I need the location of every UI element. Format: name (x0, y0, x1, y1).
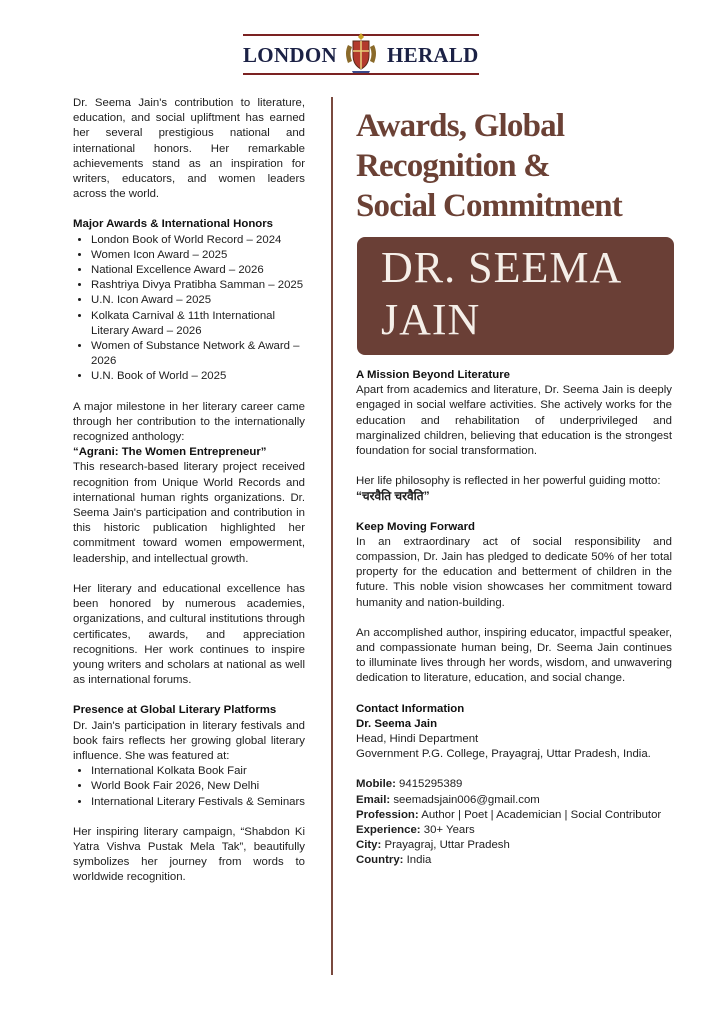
milestone-intro: A major milestone in her literary career came through her contribution to the internationally recognized anthology: (73, 400, 305, 444)
detail-row (356, 808, 672, 823)
anthology-title: “Agrani: The Women Entrepreneur” (73, 446, 267, 459)
contact-college: Government P.G. College, Prayagraj, Uttar Pradesh, India. (356, 748, 651, 761)
philosophy-paragraph: Her life philosophy is reflected in her powerful guiding motto: (356, 475, 661, 488)
contact-role: Head, Hindi Department (356, 733, 479, 746)
award-item: • Women of Substance Network & Award – 2026 (91, 339, 305, 369)
contact-heading: Contact Information (356, 702, 465, 715)
award-item: • Rashtriya Divya Pratibha Samman – 2025 (91, 278, 305, 293)
detail-row (356, 853, 672, 868)
mission-paragraph: Apart from academics and literature, Dr. Seema Jain is deeply engaged in social welfare activities. She actively works for the education and rehabilitation of underprivileged and marginalized children, believing that education is the strongest foundation for social transformation. (356, 384, 672, 458)
detail-row (356, 793, 672, 808)
detail-label: Mobile: (356, 778, 396, 791)
email-value: seemadsjain006@gmail.com (393, 793, 540, 806)
masthead-right-word: HERALD (387, 43, 479, 67)
platforms-list (73, 764, 305, 810)
masthead (243, 30, 479, 78)
right-column (356, 368, 672, 869)
detail-label: Profession: (356, 808, 419, 821)
detail-row (356, 777, 672, 792)
detail-label: Country: (356, 854, 404, 867)
platforms-intro: Dr. Jain's participation in literary festivals and book fairs reflects her growing global literary influence. She was featured at: (73, 719, 305, 762)
detail-row (356, 838, 672, 853)
contact-name: Dr. Seema Jain (356, 717, 438, 730)
royal-crest-icon (342, 31, 380, 77)
award-item: • London Book of World Record – 2024 (91, 233, 305, 248)
title-line: Social Commitment (356, 188, 622, 224)
campaign-paragraph: Her inspiring literary campaign, “Shabdon Ki Yatra Vishva Pustak Mela Tak”, beautifully symbolizes her journey from words to worldwide recognition. (73, 825, 305, 884)
awards-heading: Major Awards & International Honors (73, 218, 273, 231)
motto: “चरवैति चरवैति” (356, 489, 430, 504)
title-line: Recognition & (356, 148, 550, 184)
intro-paragraph: Dr. Seema Jain's contribution to literature, education, and social upliftment has earned her several prestigious national and international honors. Her remarkable achievements stand as an inspiration for writers, educators, and women leaders across the world. (73, 97, 305, 201)
award-item: • Kolkata Carnival & 11th International Literary Award – 2026 (91, 309, 305, 339)
profession-value: Author | Poet | Academician | Social Contributor (421, 808, 662, 821)
contact-details (356, 777, 672, 868)
awards-list (73, 233, 305, 385)
anthology-paragraph: This research-based literary project received recognition from Unique World Records and international human rights organizations. Dr. Seema Jain's participation and contribution in this historic publication highlighted her commitment toward women empowerment, leadership, and intellectual growth. (73, 461, 305, 565)
platform-item: • International Kolkata Book Fair (91, 764, 305, 779)
detail-row (356, 823, 672, 838)
country-value: India (406, 854, 432, 867)
page-title (356, 106, 676, 226)
detail-label: Email: (356, 793, 391, 806)
detail-label: Experience: (356, 824, 421, 837)
name-line: DR. SEEMA (381, 243, 623, 292)
keep-moving-heading: Keep Moving Forward (356, 520, 475, 533)
mission-heading: A Mission Beyond Literature (356, 369, 511, 381)
platform-item: • International Literary Festivals & Seminars (91, 795, 305, 810)
platform-item: • World Book Fair 2026, New Delhi (91, 779, 305, 794)
column-divider (331, 97, 333, 975)
closing-paragraph: An accomplished author, inspiring educator, impactful speaker, and compassionate human being, Dr. Seema Jain continues to illuminate lives through her words, wisdom, and unwavering dedication to literature, education, and social change. (356, 626, 672, 685)
name-line: JAIN (381, 295, 481, 344)
keep-moving-paragraph: In an extraordinary act of social responsibility and compassion, Dr. Jain has pledged to dedicate 50% of her total property for the education and betterment of children in the future. This noble vision showcases her commitment toward humanity and nation-building. (356, 535, 672, 609)
mobile-value: 9415295389 (399, 778, 463, 791)
excellence-paragraph: Her literary and educational excellence has been honored by numerous academies, organizations, and cultural institutions through certificates, awards, and appreciation recognitions. Her work continues to inspire young writers and scholars at national as well as international forums. (73, 582, 305, 687)
platforms-heading: Presence at Global Literary Platforms (73, 704, 277, 717)
award-item: • U.N. Book of World – 2025 (91, 369, 305, 384)
masthead-bottom-rule (243, 73, 479, 75)
masthead-left-word: LONDON (243, 43, 337, 67)
title-line: Awards, Global (356, 108, 565, 144)
award-item: • U.N. Icon Award – 2025 (91, 293, 305, 308)
name-banner (357, 237, 674, 355)
detail-label: City: (356, 839, 382, 852)
award-item: • National Excellence Award – 2026 (91, 263, 305, 278)
left-column (73, 96, 305, 886)
award-item: • Women Icon Award – 2025 (91, 248, 305, 263)
experience-value: 30+ Years (423, 824, 475, 837)
city-value: Prayagraj, Uttar Pradesh (384, 839, 510, 852)
